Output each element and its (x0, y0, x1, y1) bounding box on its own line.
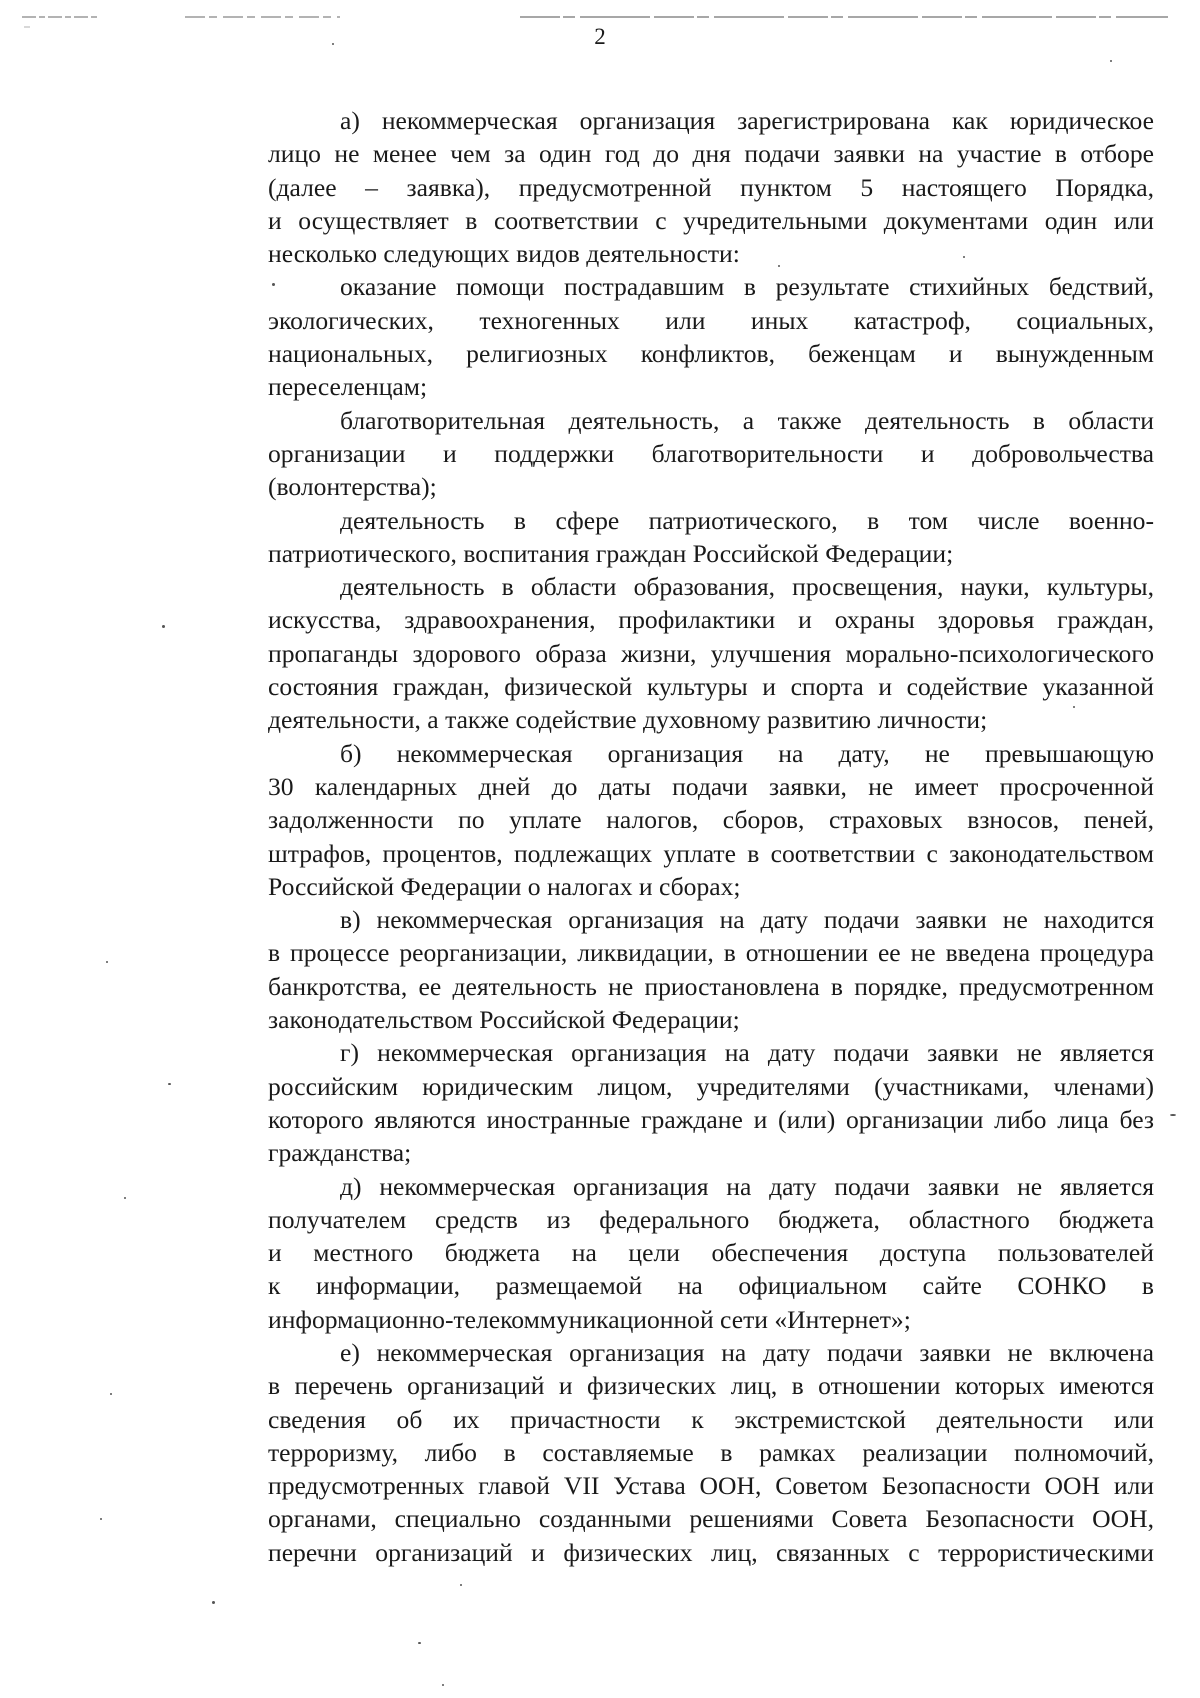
text-line: состояния граждан, физической культуры и спорта и содействие указанной (268, 672, 1154, 702)
paragraph (196, 1036, 1154, 1169)
paragraph (196, 504, 1154, 571)
text-line: пропаганды здорового образа жизни, улучшения морально-психологического (268, 638, 1154, 668)
scan-speck (124, 1197, 126, 1199)
text-line: банкротства, ее деятельность не приостановлена в порядке, предусмотренном (268, 971, 1154, 1001)
text-line: информационно-телекоммуникационной сети «Интернет»; (268, 1304, 911, 1334)
text-line: и местного бюджета на цели обеспечения доступа пользователей (268, 1238, 1154, 1268)
text-line: органами, специально созданными решениями Совета Безопасности ООН, (268, 1504, 1154, 1534)
text-line: штрафов, процентов, подлежащих уплате в соответствии с законодательством (268, 838, 1154, 868)
text-line: законодательством Российской Федерации; (268, 1005, 740, 1035)
scan-speck (168, 1083, 171, 1085)
scan-speck (162, 625, 165, 628)
scan-speck (1170, 1114, 1176, 1116)
text-line: благотворительная деятельность, а также деятельность в области (340, 405, 1154, 435)
text-line: национальных, религиозных конфликтов, беженцам и вынужденным (268, 339, 1154, 369)
text-line: получателем средств из федерального бюджета, областного бюджета (268, 1204, 1154, 1234)
document-body (196, 104, 1154, 1569)
paragraph (196, 104, 1154, 270)
scan-speck (110, 1393, 112, 1395)
text-line: в) некоммерческая организация на дату подачи заявки не находится (340, 905, 1154, 935)
text-line: и осуществляет в соответствии с учредительными документами один или (268, 205, 1154, 235)
scan-speck (418, 1642, 421, 1644)
text-line: гражданства; (268, 1138, 412, 1168)
text-line: экологических, техногенных или иных катастроф, социальных, (268, 305, 1154, 335)
scan-speck (106, 961, 108, 963)
text-line: г) некоммерческая организация на дату подачи заявки не является (340, 1038, 1154, 1068)
paragraph (196, 570, 1154, 736)
text-line: лицо не менее чем за один год до дня подачи заявки на участие в отборе (268, 139, 1154, 169)
scan-speck (1110, 60, 1112, 62)
text-line: к информации, размещаемой на официальном сайте СОНКО в (268, 1271, 1154, 1301)
scan-speck (272, 283, 275, 286)
text-line: оказание помощи пострадавшим в результате стихийных бедствий, (340, 272, 1154, 302)
scan-speck (778, 265, 780, 267)
text-line: терроризму, либо в составляемые в рамках реализации полномочий, (268, 1437, 1154, 1467)
text-line: деятельность в области образования, просвещения, науки, культуры, (340, 572, 1154, 602)
scan-speck (460, 1584, 462, 1586)
paragraph (196, 903, 1154, 1036)
text-line: деятельность в сфере патриотического, в том числе военно- (340, 505, 1154, 535)
text-line: б) некоммерческая организация на дату, не превышающую (340, 738, 1154, 768)
text-line: организации и поддержки благотворительности и добровольчества (268, 438, 1154, 468)
scan-speck (332, 43, 334, 45)
text-line: патриотического, воспитания граждан Российской Федерации; (268, 538, 954, 568)
text-line: деятельности, а также содействие духовному развитию личности; (268, 705, 988, 735)
paragraph (196, 737, 1154, 903)
scan-speck (100, 1518, 102, 1520)
text-line: российским юридическим лицом, учредителями (участниками, членами) (268, 1071, 1154, 1101)
scan-speck (1073, 706, 1075, 708)
text-line: е) некоммерческая организация на дату подачи заявки не включена (340, 1337, 1154, 1367)
text-line: задолженности по уплате налогов, сборов, страховых взносов, пеней, (268, 805, 1154, 835)
text-line: искусства, здравоохранения, профилактики и охраны здоровья граждан, (268, 605, 1154, 635)
paragraph (196, 1170, 1154, 1336)
text-line: (далее – заявка), предусмотренной пунктом 5 настоящего Порядка, (268, 172, 1154, 202)
scan-speck (963, 256, 965, 258)
paragraph (196, 270, 1154, 403)
paragraph (196, 404, 1154, 504)
text-line: сведения об их причастности к экстремистской деятельности или (268, 1404, 1154, 1434)
text-line: несколько следующих видов деятельности: (268, 239, 740, 269)
text-line: а) некоммерческая организация зарегистрирована как юридическое (340, 106, 1154, 135)
text-line: которого являются иностранные граждане и (или) организации либо лица без (268, 1104, 1154, 1134)
text-line: перечни организаций и физических лиц, связанных с террористическими (268, 1537, 1154, 1567)
text-line: переселенцам; (268, 372, 428, 402)
page-number: 2 (594, 24, 606, 49)
text-line: 30 календарных дней до даты подачи заявки, не имеет просроченной (268, 771, 1154, 801)
text-line: (волонтерства); (268, 472, 437, 502)
text-line: Российской Федерации о налогах и сборах; (268, 871, 741, 901)
text-line: д) некоммерческая организация на дату подачи заявки не является (340, 1171, 1154, 1201)
text-line: в перечень организаций и физических лиц, в отношении которых имеются (268, 1371, 1154, 1401)
text-line: предусмотренных главой VII Устава ООН, Советом Безопасности ООН или (268, 1471, 1154, 1501)
scan-speck (212, 1601, 215, 1604)
scan-speck (442, 1684, 444, 1686)
paragraph (196, 1336, 1154, 1569)
text-line: в процессе реорганизации, ликвидации, в отношении ее не введена процедура (268, 938, 1154, 968)
